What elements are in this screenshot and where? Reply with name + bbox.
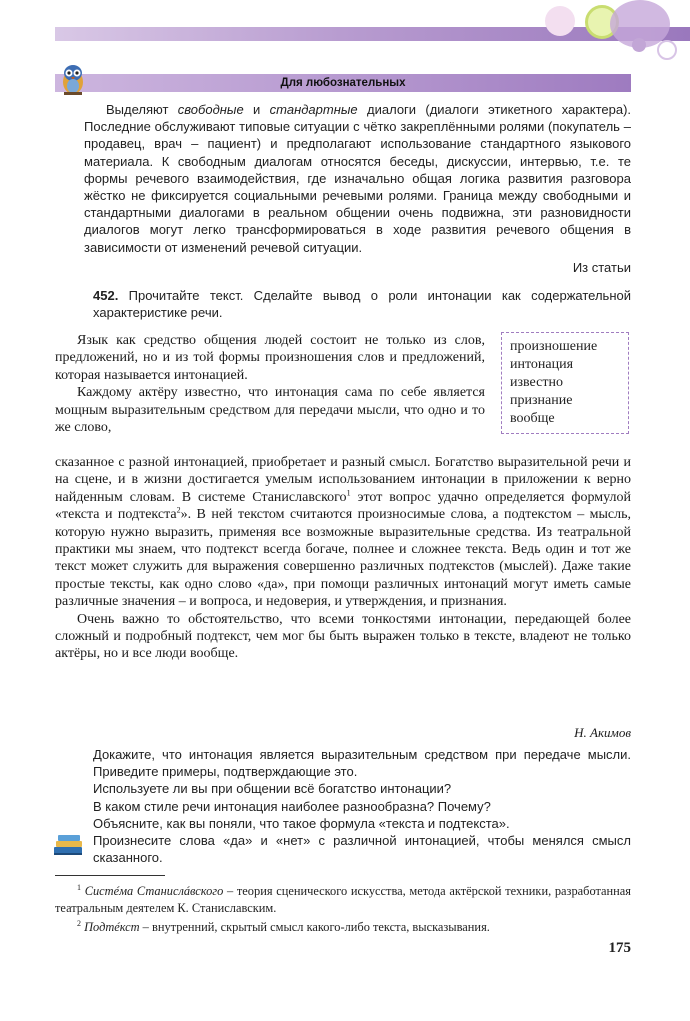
question: В каком стиле речи интонация наиболее разнообразна? Почему?: [93, 798, 491, 814]
owl-icon: [60, 62, 86, 101]
vocab-word: интонация: [510, 357, 574, 372]
main-text-wide: [55, 454, 631, 663]
questions-block: [93, 746, 631, 866]
footnote-2: $^2$ Подтéкст – внутренний, скрытый смысл какого-либо текста, высказывания.: [77, 919, 490, 935]
vocab-word: произношение: [510, 339, 598, 354]
vocab-word: признание: [510, 393, 573, 408]
footnote-1: $^1$ Систéма Станислáвского – теория сценического искусства, метода актёрской техники, разработанная театральным деятелем К. Станиславским.: [55, 883, 631, 915]
page-number: 175: [608, 940, 631, 956]
info-box-title: Для любознательных: [280, 77, 406, 89]
main-text-narrow: [55, 332, 485, 436]
author: Н. Акимов: [574, 725, 631, 740]
footnote-ref-2: 2: [176, 505, 181, 515]
footnote-ref-1: 1: [346, 488, 351, 498]
exercise-number: 452.: [93, 288, 119, 303]
paragraph-2-cont: сказанное с разной интонацией, приобретает и разный смысл. Богатство выразительной речи и на сцене, и в жизни достигается умелым использованием интонации в приложении к верно найденным словам. В системе Станиславского$^1$ этот вопрос удачно определяется формулой «текста и подтекста$^2$». В ней текстом считаются произносимые слова, а подтекстом – мысль, которую нужно выразить, применяя все возможные выразительные средства. Из театральной практики мы знаем, что подтекст всегда богаче, полнее и сложнее текста. Ведь один и тот же текст может служить для выражения совершенно различных подтекстов (мыслей). Даже такие простые тексты, как одно слово «да», при помощи различных интонаций могут иметь самые различные значения – и вопроса, и недоверия, и утверждения, и признания.: [55, 455, 631, 610]
vocab-word: известно: [510, 375, 563, 390]
info-box-text: Выделяют свободные и стандартные диалоги (диалоги этикетного характера). Последние обслуживают типовые ситуации с чётко закреплёнными ролями (покупатель – продавец, врач – пациент) и предполагают использование стандартного языкового материала. К свободным диалогам относятся беседы, дискуссии, интервью, т.е. те формы речевого взаимодействия, где изначально общая логика развития разговора жёстко не фиксируется социальными речевыми ролями. Граница между свободными и стандартными диалогами в реальном общении очень подвижна, эти разновидности диалогов могут легко трансформироваться в ходе развития речевого общения в зависимости от изменений речевой ситуации.: [84, 102, 632, 255]
footnote-rule: [55, 875, 165, 876]
info-box-source: Из статьи: [572, 260, 631, 275]
question: Докажите, что интонация является выразительным средством при передаче мысли. Приведите примеры, подтверждающие это.: [93, 747, 631, 780]
paragraph-1: Язык как средство общения людей состоит не только из слов, предложений, но и из той формы произношения слов и предложений, которая называется интонацией.: [55, 333, 485, 383]
exercise-task: 452. Прочитайте текст. Сделайте вывод о роли интонации как содержательной характеристике речи.: [93, 288, 631, 321]
question: Объясните, как вы поняли, что такое формула «текста и подтекста».: [93, 815, 510, 831]
question: Используете ли вы при общении всё богатство интонации?: [93, 781, 452, 797]
paragraph-3: Очень важно то обстоятельство, что всеми тонкостями интонации, передающей более сложный и подробный подтекст, чем мог бы быть выражен только в тексте, владеют не только актёры, но и все люди вообще.: [55, 611, 631, 662]
question: Произнесите слова «да» и «нет» с различной интонацией, чтобы менялся смысл сказанного.: [93, 833, 631, 866]
footnotes: [55, 880, 631, 936]
books-icon: [52, 833, 86, 862]
vocab-word: вообще: [510, 411, 555, 426]
vocabulary-box: [501, 332, 629, 434]
paragraph-2-start: Каждому актёру известно, что интонация сама по себе является мощным выразительным средством для передачи мысли, что одно и то же слово,: [55, 385, 485, 436]
